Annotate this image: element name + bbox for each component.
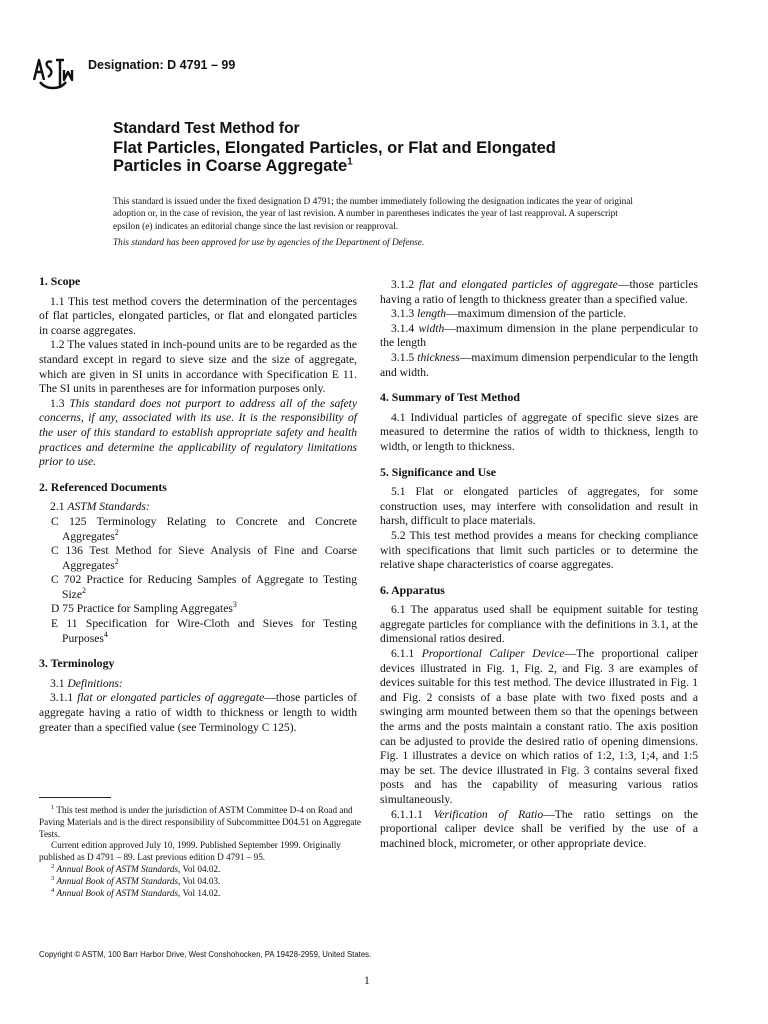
para-4-1: 4.1 Individual particles of aggregate of specific sieve sizes are measured to determine the ratios of width to thickness, length to width, or length to thickness. xyxy=(380,410,698,453)
ref-item xyxy=(39,617,357,646)
ref-mark: 2 xyxy=(81,586,86,596)
para-3-1-4 xyxy=(380,322,698,351)
para-3-1-1-term: flat or elongated particles of aggregate xyxy=(77,691,265,705)
para-5-1: 5.1 Flat or elongated particles of aggregates, for some construction uses, may interfere with consolidation and result in harsh, difficult to place materials. xyxy=(380,485,698,528)
title-line-3-text: Particles in Coarse Aggregate xyxy=(113,157,348,175)
section-4-heading: 4. Summary of Test Method xyxy=(380,390,520,405)
ref-mark: 4 xyxy=(103,629,108,639)
designation: Designation: D 4791 – 99 xyxy=(88,58,236,72)
para-6-1-1 xyxy=(380,647,698,808)
footnote-3-vol: , Vol 04.03. xyxy=(178,875,221,886)
para-3-1-2-term: flat and elongated particles of aggregate xyxy=(419,278,618,291)
section-5-heading: 5. Significance and Use xyxy=(380,464,497,479)
page-number: 1 xyxy=(364,975,370,987)
para-3-1-5-term: thickness xyxy=(417,350,460,364)
title-line-1: Standard Test Method for xyxy=(113,120,300,137)
para-3-1-3 xyxy=(380,307,698,322)
preamble-text: This standard is issued under the fixed designation D 4791; the number immediately following the designation indicates the year of original adoption or, in the case of revision, the year of last revision. A number in parentheses indicates the year of last reapproval. A superscript epsilon (e) indicates an editorial change since the last revision or reapproval. xyxy=(113,197,633,232)
footnote-4-mark: 4 xyxy=(51,886,55,894)
para-2-1 xyxy=(39,500,357,515)
para-3-1-4-term: width xyxy=(418,321,445,335)
footnote-3 xyxy=(39,876,361,888)
ref-mark: 3 xyxy=(232,600,237,610)
para-2-1-text: ASTM Standards: xyxy=(67,500,150,514)
footnote-2 xyxy=(39,864,361,876)
para-6-1-1-1 xyxy=(380,808,698,852)
footnote-4-vol: , Vol 14.02. xyxy=(178,887,221,898)
para-1-3-num: 1.3 xyxy=(50,396,65,410)
para-5-2: 5.2 This test method provides a means for checking compliance with specifications that limit such particles or to determine the relative shape characteristics of coarse aggregates. xyxy=(380,528,698,572)
footnote-1-mark: 1 xyxy=(51,803,55,811)
document-title xyxy=(113,120,673,176)
para-6-1: 6.1 The apparatus used shall be equipment suitable for testing aggregate particles for compliance with the definitions in 3.1, at the dimensional ratios desired. xyxy=(380,603,698,646)
para-6-1-1-term: Proportional Caliper Device xyxy=(421,647,565,661)
section-1-heading: 1. Scope xyxy=(39,274,81,288)
ref-text: C 136 Test Method for Sieve Analysis of Fine and Coarse Aggregates xyxy=(51,544,357,572)
para-6-1-1-1-text: —The ratio settings on the proportional caliper device shall be verified by the use of a machined block, micrometer, or other appropriate device. xyxy=(380,807,698,850)
para-3-1-1 xyxy=(39,691,357,735)
footnote-3-text: Annual Book of ASTM Standards xyxy=(56,875,179,886)
ref-item xyxy=(39,602,357,617)
para-3-1-4-num: 3.1.4 xyxy=(391,321,415,335)
footnote-3-mark: 3 xyxy=(51,874,55,882)
para-3-1-1-text: —those particles of aggregate having a ratio of width to thickness or length to width greater than a specified value (see Terminology C 125). xyxy=(39,691,357,734)
ref-mark: 2 xyxy=(114,527,119,537)
para-2-1-num: 2.1 xyxy=(50,500,65,514)
section-6-heading: 6. Apparatus xyxy=(380,582,445,597)
para-1-3 xyxy=(39,397,357,470)
title-line-2: Flat Particles, Elongated Particles, or Flat and Elongated xyxy=(113,138,556,157)
footnote-1-text: This test method is under the jurisdiction of ASTM Committee D-4 on Road and Paving Materials and is the direct responsibility of Subcommittee D04.51 on Aggregate Tests. xyxy=(39,805,362,839)
para-3-1 xyxy=(39,677,357,692)
section-2-heading: 2. Referenced Documents xyxy=(39,479,167,494)
ref-text: D 75 Practice for Sampling Aggregates xyxy=(51,602,233,616)
footnote-4 xyxy=(39,888,361,900)
para-3-1-1-num: 3.1.1 xyxy=(50,691,74,705)
para-6-1-1-num: 6.1.1 xyxy=(391,647,415,661)
footnote-4-text: Annual Book of ASTM Standards xyxy=(56,887,179,898)
para-6-1-1-text: —The proportional caliper devices illustrated in Fig. 1, Fig. 2, and Fig. 3 are examples of devices suitable for this test method. The device illustrated in Fig. 1 and Fig. 2 consists of a base plate with two fixed posts and a swinging arm mounted between them so that the openings between the arms and the posts maintain a constant ratio. The axis position can be adjusted to provide the desired ratio of opening dimensions. Fig. 1 illustrates a device on which ratios of 1:2, 1:3, 1;4, and 1:5 may be set. The device illustrated in Fig. 3 contains several fixed posts and has the capability of measuring various ratios simultaneously. xyxy=(380,647,698,806)
para-3-1-2-text: —those particles having a ratio of length to thickness greater than a specified value. xyxy=(380,278,698,306)
para-3-1-5-text: —maximum dimension perpendicular to the length and width. xyxy=(380,350,698,379)
footnote-2-vol: , Vol 04.02. xyxy=(178,863,221,874)
para-1-1: 1.1 This test method covers the determination of the percentages of flat particles, elongated particles, or flat and elongated particles in coarse aggregates. xyxy=(39,294,357,337)
para-3-1-3-text: —maximum dimension of the particle. xyxy=(446,307,627,321)
section-3-heading: 3. Terminology xyxy=(39,656,115,671)
para-6-1-1-1-term: Verification of Ratio xyxy=(433,807,544,821)
ref-item xyxy=(39,515,357,544)
ref-mark: 2 xyxy=(114,556,119,566)
title-footnote-mark: 1 xyxy=(347,156,353,168)
ref-text: C 125 Terminology Relating to Concrete and Concrete Aggregates xyxy=(51,514,357,543)
para-3-1-3-term: length xyxy=(417,307,447,321)
ref-text: C 702 Practice for Reducing Samples of Aggregate to Testing Size xyxy=(51,573,357,601)
para-6-1-1-1-num: 6.1.1.1 xyxy=(391,807,423,821)
ref-item xyxy=(39,544,357,573)
copyright-notice: Copyright © ASTM, 100 Barr Harbor Drive, West Conshohocken, PA 19428-2959, United States. xyxy=(39,950,372,959)
footnote-1 xyxy=(39,805,361,840)
para-1-2: 1.2 The values stated in inch-pound units are to be regarded as the standard except in regard to sieve size and the size of aggregate, which are given in SI units in accordance with Specification E 11. The SI units in parentheses are for information purposes only. xyxy=(39,338,357,396)
footnote-2-mark: 2 xyxy=(51,862,55,870)
para-1-3-text: This standard does not purport to address all of the safety concerns, if any, associated with its use. It is the responsibility of the user of this standard to establish appropriate safety and health practices and determine the applicability of regulatory limitations prior to use. xyxy=(39,396,357,469)
ref-item xyxy=(39,573,357,602)
para-3-1-4-text: —maximum dimension in the plane perpendicular to the length xyxy=(380,321,698,350)
ref-text: E 11 Specification for Wire-Cloth and Sieves for Testing Purposes xyxy=(51,617,357,645)
right-column xyxy=(380,278,698,851)
footnotes xyxy=(39,805,361,899)
footnote-2-text: Annual Book of ASTM Standards xyxy=(56,863,179,874)
para-3-1-3-num: 3.1.3 xyxy=(391,307,415,321)
para-3-1-num: 3.1 xyxy=(50,676,65,690)
approval-note: This standard has been approved for use by agencies of the Department of Defense. xyxy=(113,238,425,248)
astm-logo-icon xyxy=(30,50,76,96)
para-3-1-5-num: 3.1.5 xyxy=(391,350,415,364)
footnote-1b: Current edition approved July 10, 1999. Published September 1999. Originally published as D 4791 – 89. Last previous edition D 4791 – 95. xyxy=(39,840,341,863)
para-3-1-text: Definitions: xyxy=(67,676,123,690)
left-column xyxy=(39,274,357,735)
astm-logo xyxy=(30,50,76,96)
para-3-1-5 xyxy=(380,351,698,380)
para-3-1-2-num: 3.1.2 xyxy=(391,278,415,291)
para-3-1-2 xyxy=(380,278,698,307)
footnote-divider xyxy=(39,797,111,798)
title-line-3 xyxy=(113,157,673,176)
